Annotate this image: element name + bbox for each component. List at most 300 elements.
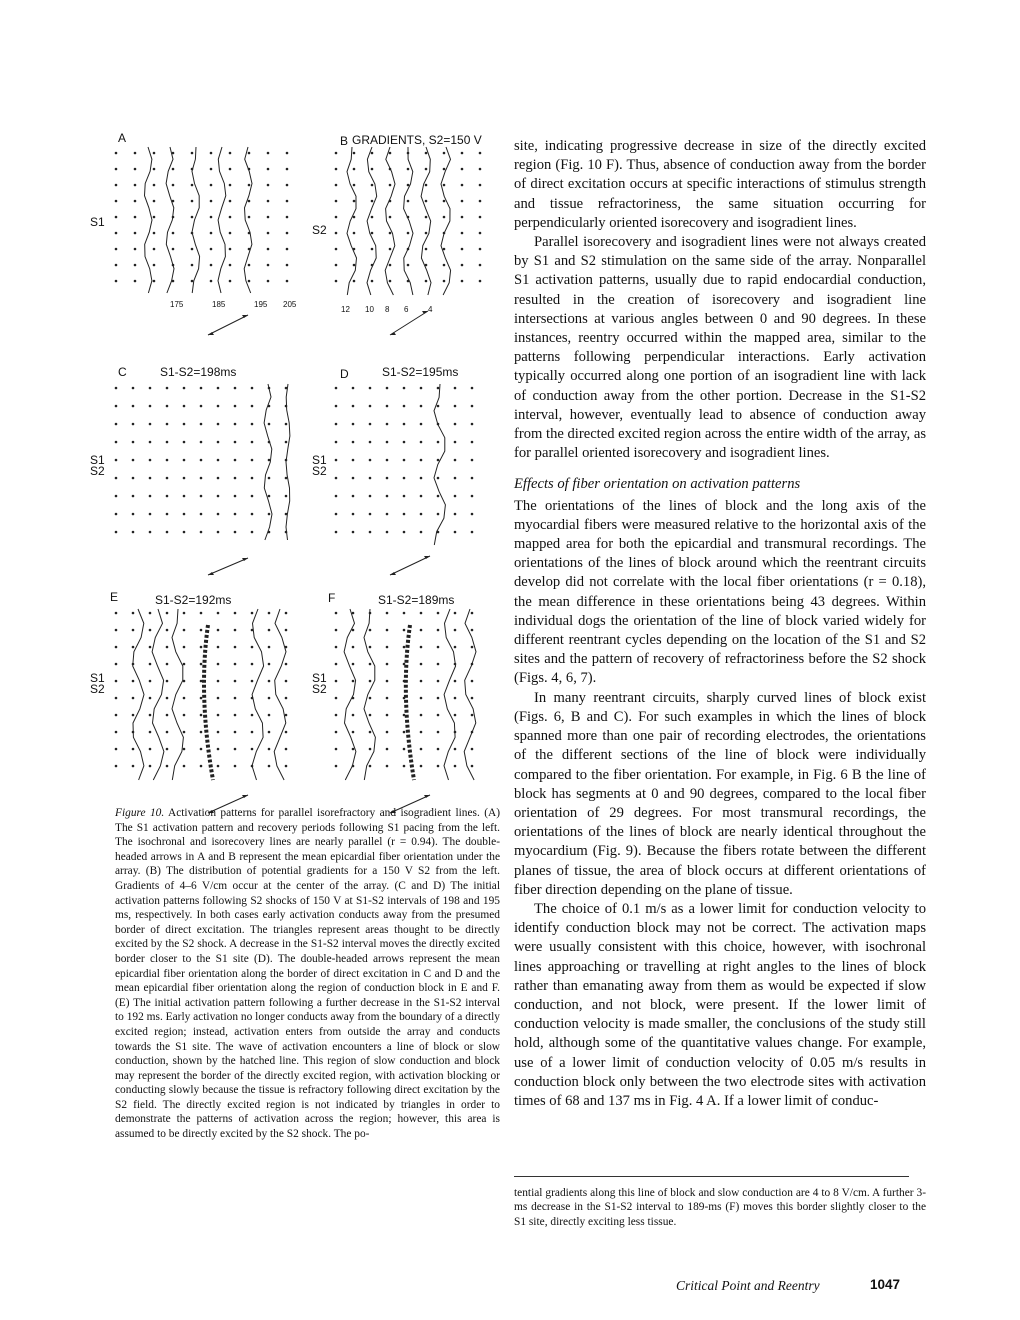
- electrode-dot: [268, 629, 271, 632]
- panel-a-map: [108, 145, 308, 305]
- electrode-dot: [353, 152, 356, 155]
- electrode-dot: [149, 405, 152, 408]
- electrode-dot: [369, 477, 372, 480]
- electrode-dot: [229, 200, 232, 203]
- electrode-dot: [353, 232, 356, 235]
- electrode-dot: [420, 495, 423, 498]
- electrode-dot: [437, 765, 440, 768]
- running-title: Critical Point and Reentry: [676, 1278, 820, 1293]
- electrode-dot: [335, 200, 338, 203]
- electrode-dot: [234, 680, 237, 683]
- electrode-dot: [166, 680, 169, 683]
- electrode-dot: [210, 200, 213, 203]
- paragraph: site, indicating progressive decrease in size of the directly excited region (Fig. 10 F). Thus, absence of conduction away from the border of direct excitation occurs at specific interactions of stimulus strength and tissue refractoriness, the same situation occurring for perpendicularly oriented isorecovery and isogradient lines.: [514, 138, 926, 231]
- electrode-dot: [268, 423, 271, 426]
- electrode-dot: [267, 200, 270, 203]
- electrode-dot: [115, 405, 118, 408]
- electrode-dot: [425, 280, 428, 283]
- electrode-dot: [352, 513, 355, 516]
- electrode-dot: [371, 232, 374, 235]
- electrode-dot: [479, 152, 482, 155]
- electrode-dot: [115, 387, 118, 390]
- panel-c-map: [108, 380, 308, 560]
- electrode-dot: [134, 280, 137, 283]
- electrode-dot: [132, 629, 135, 632]
- electrode-dot: [352, 405, 355, 408]
- electrode-dot: [166, 697, 169, 700]
- figure-10: [90, 125, 500, 795]
- electrode-dot: [352, 714, 355, 717]
- electrode-dot: [437, 680, 440, 683]
- electrode-dot: [479, 184, 482, 187]
- electrode-dot: [386, 680, 389, 683]
- electrode-dot: [234, 731, 237, 734]
- electrode-dot: [217, 441, 220, 444]
- electrode-dot: [403, 495, 406, 498]
- panel-f-side-label: S1 S2: [312, 671, 327, 696]
- electrode-dot: [352, 531, 355, 534]
- electrode-dot: [335, 232, 338, 235]
- electrode-dot: [371, 200, 374, 203]
- electrode-dot: [210, 168, 213, 171]
- electrode-dot: [229, 280, 232, 283]
- electrode-dot: [183, 513, 186, 516]
- electrode-dot: [251, 477, 254, 480]
- fiber-orientation-arrow: [208, 315, 248, 335]
- electrode-dot: [352, 459, 355, 462]
- electrode-dot: [369, 459, 372, 462]
- electrode-dot: [191, 248, 194, 251]
- electrode-dot: [166, 663, 169, 666]
- electrode-dot: [437, 387, 440, 390]
- electrode-dot: [200, 495, 203, 498]
- electrode-dot: [132, 477, 135, 480]
- electrode-dot: [183, 477, 186, 480]
- electrode-dot: [268, 663, 271, 666]
- electrode-dot: [335, 387, 338, 390]
- paragraph: The choice of 0.1 m/s as a lower limit for conduction velocity to identify conduction block may not be correct. The activation maps were usually consistent with this choice, however, with isochronal lines approaching or travelling at right angles to the lines of block rather than emanating away from them as would be expected if slow conduction, and not block, were present. If the lower limit of conduction velocity is made smaller, the conclusions of the study still hold, although some of the quantitative values change. For example, use of a lower limit of conduction velocity of 0.05 m/s results in conduction block only between the two electrode sites with activation times of 68 and 137 ms in Fig. 4 A. If a lower limit of conduc-: [514, 900, 926, 1109]
- electrode-dot: [461, 184, 464, 187]
- electrode-dot: [371, 168, 374, 171]
- panel-f-map: [330, 605, 500, 795]
- electrode-dot: [285, 748, 288, 751]
- electrode-dot: [200, 748, 203, 751]
- electrode-dot: [461, 152, 464, 155]
- electrode-dot: [183, 441, 186, 444]
- electrode-dot: [132, 765, 135, 768]
- electrode-dot: [471, 748, 474, 751]
- electrode-dot: [166, 477, 169, 480]
- electrode-dot: [454, 531, 457, 534]
- electrode-dot: [183, 697, 186, 700]
- electrode-dot: [217, 387, 220, 390]
- electrode-dot: [183, 423, 186, 426]
- electrode-dot: [234, 748, 237, 751]
- electrode-dot: [443, 168, 446, 171]
- electrode-dot: [389, 248, 392, 251]
- electrode-dot: [454, 697, 457, 700]
- electrode-dot: [115, 513, 118, 516]
- electrode-dot: [454, 441, 457, 444]
- electrode-dot: [115, 629, 118, 632]
- electrode-dot: [267, 248, 270, 251]
- electrode-dot: [420, 714, 423, 717]
- electrode-dot: [132, 423, 135, 426]
- isochronal-line: [434, 384, 445, 545]
- electrode-dot: [149, 423, 152, 426]
- electrode-dot: [217, 629, 220, 632]
- electrode-dot: [335, 748, 338, 751]
- electrode-dot: [132, 697, 135, 700]
- panel-e-label: E: [110, 590, 119, 604]
- panel-b-xtick: 6: [404, 305, 409, 314]
- electrode-dot: [183, 387, 186, 390]
- electrode-dot: [479, 248, 482, 251]
- electrode-dot: [251, 748, 254, 751]
- panel-a-label: A: [118, 131, 127, 145]
- electrode-dot: [335, 184, 338, 187]
- electrode-dot: [369, 531, 372, 534]
- electrode-dot: [166, 612, 169, 615]
- electrode-dot: [229, 168, 232, 171]
- electrode-dot: [115, 280, 118, 283]
- electrode-dot: [286, 216, 289, 219]
- electrode-dot: [352, 441, 355, 444]
- electrode-dot: [166, 531, 169, 534]
- electrode-dot: [454, 387, 457, 390]
- electrode-dot: [191, 184, 194, 187]
- electrode-dot: [268, 697, 271, 700]
- electrode-dot: [267, 280, 270, 283]
- electrode-dot: [386, 697, 389, 700]
- electrode-dot: [183, 714, 186, 717]
- electrode-dot: [335, 765, 338, 768]
- electrode-dot: [454, 765, 457, 768]
- panel-e-side-label: S1 S2: [90, 671, 105, 696]
- electrode-dot: [166, 441, 169, 444]
- electrode-dot: [335, 731, 338, 734]
- electrode-dot: [403, 387, 406, 390]
- electrode-dot: [268, 680, 271, 683]
- electrode-dot: [386, 663, 389, 666]
- footnote: tential gradients along this line of block and slow conduction are 4 to 8 V/cm. A further 3-ms decrease in the S1-S2 interval to 189-ms (F) moves this border slightly closer to the S1 site, directly exciting less tissue.: [514, 1187, 926, 1228]
- electrode-dot: [172, 184, 175, 187]
- electrode-dot: [115, 184, 118, 187]
- electrode-dot: [461, 232, 464, 235]
- fiber-orientation-arrow: [208, 558, 248, 575]
- electrode-dot: [200, 441, 203, 444]
- electrode-dot: [248, 184, 251, 187]
- electrode-dot: [200, 680, 203, 683]
- panel-b-xtick: 8: [385, 305, 390, 314]
- electrode-dot: [471, 612, 474, 615]
- electrode-dot: [251, 441, 254, 444]
- electrode-dot: [115, 646, 118, 649]
- electrode-dot: [153, 264, 156, 267]
- electrode-dot: [115, 531, 118, 534]
- electrode-dot: [403, 765, 406, 768]
- panel-b-title: GRADIENTS, S2=150 V: [352, 133, 482, 147]
- electrode-dot: [134, 232, 137, 235]
- electrode-dot: [285, 629, 288, 632]
- electrode-dot: [454, 459, 457, 462]
- electrode-dot: [285, 731, 288, 734]
- electrode-dot: [353, 184, 356, 187]
- electrode-dot: [285, 612, 288, 615]
- electrode-dot: [229, 232, 232, 235]
- electrode-dot: [248, 216, 251, 219]
- electrode-dot: [200, 612, 203, 615]
- electrode-dot: [267, 216, 270, 219]
- electrode-dot: [443, 200, 446, 203]
- electrode-dot: [183, 765, 186, 768]
- electrode-dot: [407, 232, 410, 235]
- electrode-dot: [134, 184, 137, 187]
- electrode-dot: [369, 629, 372, 632]
- electrode-dot: [183, 629, 186, 632]
- electrode-dot: [285, 697, 288, 700]
- electrode-dot: [132, 513, 135, 516]
- electrode-dot: [191, 152, 194, 155]
- isochronal-line: [441, 147, 451, 295]
- electrode-dot: [437, 697, 440, 700]
- electrode-dot: [217, 423, 220, 426]
- electrode-dot: [369, 680, 372, 683]
- electrode-dot: [371, 184, 374, 187]
- isochronal-line: [172, 609, 183, 780]
- electrode-dot: [454, 477, 457, 480]
- electrode-dot: [335, 423, 338, 426]
- figure-caption: [115, 806, 500, 1142]
- panel-b-label: B: [340, 134, 349, 148]
- electrode-dot: [115, 612, 118, 615]
- electrode-dot: [425, 232, 428, 235]
- electrode-dot: [166, 387, 169, 390]
- electrode-dot: [352, 387, 355, 390]
- fiber-orientation-arrow: [390, 556, 430, 575]
- caption-text: Activation patterns for parallel isorefractory and isogradient lines. (A) The S1 activation pattern and recovery periods following S1 pacing from the left. The isochronal and isorecovery lines are nearly parallel (r = 0.94). The double-headed arrows in A and B represent the mean epicardial fiber orientation under the array. (B) The distribution of potential gradients for a 150 V S2 from the left. Gradients of 4–6 V/cm occur at the center of the array. (C and D) The initial activation patterns following S2 shocks of 150 V at S1-S2 intervals of 198 and 195 ms, respectively. In both cases early activation conducts away from the presumed border of direct excitation. The triangles represent areas thought to be directly excited by the S2 shock. A decrease in the S1-S2 interval moves the directly excited border closer to the S1 site (D). The double-headed arrows represent the mean epicardial fiber orientation along the border of direct excitation in C and D and the mean epicardial fiber orientation along the region of conduction block in E and F. (E) The initial activation pattern following a further decrease in the S1-S2 interval to 192 ms. Early activation no longer conducts away from the boundary of a directly excited region; instead, activation enters from outside the array and conducts towards the S1 site. The wave of activation encounters a line of block or slow conduction, shown by the hatched line. This region of slow conduction and block may represent the border of the directly excited region, with activation blocking or conducting slowly because the tissue is refractory following direct excitation by the S2 field. The directly excited region is not indicated by triangles in order to demonstrate the patterns of activation across the region; however, this area is assumed to be directly excited by the S2 shock. The po-: [115, 807, 501, 1141]
- electrode-dot: [437, 646, 440, 649]
- electrode-dot: [454, 714, 457, 717]
- electrode-dot: [437, 441, 440, 444]
- electrode-dot: [471, 441, 474, 444]
- electrode-dot: [286, 168, 289, 171]
- electrode-dot: [149, 765, 152, 768]
- electrode-dot: [335, 168, 338, 171]
- electrode-dot: [234, 405, 237, 408]
- electrode-dot: [389, 152, 392, 155]
- electrode-dot: [454, 748, 457, 751]
- electrode-dot: [153, 184, 156, 187]
- electrode-dot: [471, 387, 474, 390]
- electrode-dot: [234, 441, 237, 444]
- electrode-dot: [369, 714, 372, 717]
- electrode-dot: [234, 697, 237, 700]
- electrode-dot: [200, 513, 203, 516]
- electrode-dot: [420, 405, 423, 408]
- electrode-dot: [403, 646, 406, 649]
- panel-e-title: S1-S2=192ms: [155, 593, 232, 607]
- isochronal-line: [252, 609, 264, 780]
- electrode-dot: [386, 387, 389, 390]
- electrode-dot: [234, 612, 237, 615]
- electrode-dot: [210, 184, 213, 187]
- electrode-dot: [115, 264, 118, 267]
- paragraph: Parallel isorecovery and isogradient lines were not always created by S1 and S2 stimulation on the same side of the array. Nonparallel S1 activation patterns, usually due to rapid endocardial conduction, resulted in the creation of isorecovery and isogradient line intersections at various angles between 0 and 90 degrees. In these instances, reentry occurred within the mapped area, similar to the patterns following perpendicular interactions. Early activation typically occurred along one portion of an isogradient line with lack of conduction away from the other portion. Decrease in the S1-S2 interval, however, eventually lead to absence of conduction away from the directed excited region across the entire width of the array, as for parallel oriented isorecovery and isogradient lines.: [514, 234, 926, 462]
- electrode-dot: [335, 495, 338, 498]
- electrode-dot: [285, 765, 288, 768]
- electrode-dot: [420, 477, 423, 480]
- electrode-dot: [420, 629, 423, 632]
- electrode-dot: [134, 168, 137, 171]
- electrode-dot: [369, 748, 372, 751]
- electrode-dot: [183, 646, 186, 649]
- electrode-dot: [386, 765, 389, 768]
- electrode-dot: [369, 387, 372, 390]
- electrode-dot: [335, 629, 338, 632]
- electrode-dot: [353, 216, 356, 219]
- electrode-dot: [407, 200, 410, 203]
- electrode-dot: [234, 459, 237, 462]
- electrode-dot: [425, 152, 428, 155]
- electrode-dot: [134, 152, 137, 155]
- panel-e-map: [108, 605, 308, 795]
- electrode-dot: [471, 697, 474, 700]
- electrode-dot: [443, 184, 446, 187]
- electrode-dot: [335, 264, 338, 267]
- electrode-dot: [461, 216, 464, 219]
- electrode-dot: [217, 612, 220, 615]
- electrode-dot: [286, 280, 289, 283]
- electrode-dot: [251, 495, 254, 498]
- electrode-dot: [471, 405, 474, 408]
- electrode-dot: [149, 646, 152, 649]
- electrode-dot: [200, 663, 203, 666]
- electrode-dot: [267, 184, 270, 187]
- electrode-dot: [461, 248, 464, 251]
- electrode-dot: [335, 280, 338, 283]
- electrode-dot: [248, 280, 251, 283]
- electrode-dot: [369, 765, 372, 768]
- electrode-dot: [251, 459, 254, 462]
- electrode-dot: [132, 646, 135, 649]
- electrode-dot: [183, 731, 186, 734]
- electrode-dot: [403, 612, 406, 615]
- electrode-dot: [437, 477, 440, 480]
- electrode-dot: [166, 731, 169, 734]
- electrode-dot: [248, 200, 251, 203]
- electrode-dot: [335, 216, 338, 219]
- electrode-dot: [454, 405, 457, 408]
- electrode-dot: [437, 612, 440, 615]
- electrode-dot: [166, 405, 169, 408]
- electrode-dot: [454, 646, 457, 649]
- electrode-dot: [183, 405, 186, 408]
- electrode-dot: [115, 459, 118, 462]
- electrode-dot: [132, 441, 135, 444]
- electrode-dot: [200, 459, 203, 462]
- electrode-dot: [285, 423, 288, 426]
- paragraph: In many reentrant circuits, sharply curved lines of block exist (Figs. 6, B and C). For such examples in which the lines of block spanned more than one pair of recording electrodes, the orientations of the different sections of the line of block were individually compared to the fiber orientation. For example, in Fig. 6 B the line of block has segments at 0 and 90 degrees, compared to the local fiber orientation of 29 degrees. For most transmural recordings, the orientations of the lines of block are nearly identical throughout the myocardium (Fig. 9). Because the fibers rotate between the different planes of tissue, the area of block occurs at different orientations of fiber direction depending on the plane of tissue.: [514, 689, 926, 898]
- electrode-dot: [132, 405, 135, 408]
- isochronal-line: [244, 147, 252, 293]
- electrode-dot: [251, 513, 254, 516]
- electrode-dot: [183, 531, 186, 534]
- footnote-rule: [514, 1176, 909, 1177]
- electrode-dot: [353, 264, 356, 267]
- electrode-dot: [229, 248, 232, 251]
- electrode-dot: [286, 200, 289, 203]
- electrode-dot: [353, 200, 356, 203]
- electrode-dot: [285, 680, 288, 683]
- electrode-dot: [210, 216, 213, 219]
- electrode-dot: [115, 697, 118, 700]
- electrode-dot: [386, 441, 389, 444]
- electrode-dot: [191, 216, 194, 219]
- electrode-dot: [389, 264, 392, 267]
- electrode-dot: [437, 714, 440, 717]
- electrode-dot: [166, 748, 169, 751]
- electrode-dot: [407, 184, 410, 187]
- electrode-dot: [389, 280, 392, 283]
- electrode-dot: [386, 646, 389, 649]
- electrode-dot: [286, 232, 289, 235]
- panel-b-xtick: 10: [365, 305, 374, 314]
- electrode-dot: [371, 216, 374, 219]
- electrode-dot: [285, 663, 288, 666]
- electrode-dot: [149, 680, 152, 683]
- electrode-dot: [268, 495, 271, 498]
- electrode-dot: [251, 405, 254, 408]
- electrode-dot: [149, 441, 152, 444]
- electrode-dot: [371, 152, 374, 155]
- block-line: [204, 625, 213, 780]
- panel-a-xtick: 205: [283, 300, 297, 309]
- isochronal-line: [286, 384, 290, 540]
- electrode-dot: [217, 495, 220, 498]
- panel-d-map: [330, 380, 500, 560]
- electrode-dot: [251, 531, 254, 534]
- electrode-dot: [335, 459, 338, 462]
- electrode-dot: [369, 731, 372, 734]
- electrode-dot: [386, 405, 389, 408]
- isochronal-line: [192, 147, 200, 293]
- electrode-dot: [115, 441, 118, 444]
- electrode-dot: [471, 513, 474, 516]
- electrode-dot: [268, 612, 271, 615]
- electrode-dot: [352, 423, 355, 426]
- electrode-dot: [479, 280, 482, 283]
- electrode-dot: [234, 663, 237, 666]
- electrode-dot: [479, 168, 482, 171]
- electrode-dot: [234, 387, 237, 390]
- electrode-dot: [149, 477, 152, 480]
- electrode-dot: [132, 387, 135, 390]
- electrode-dot: [471, 714, 474, 717]
- electrode-dot: [248, 264, 251, 267]
- electrode-dot: [420, 459, 423, 462]
- electrode-dot: [386, 629, 389, 632]
- panel-a-xtick: 195: [254, 300, 268, 309]
- isochronal-line: [364, 609, 375, 780]
- electrode-dot: [183, 612, 186, 615]
- electrode-dot: [234, 423, 237, 426]
- isochronal-line: [444, 609, 456, 780]
- electrode-dot: [420, 765, 423, 768]
- electrode-dot: [369, 663, 372, 666]
- electrode-dot: [420, 441, 423, 444]
- electrode-dot: [461, 280, 464, 283]
